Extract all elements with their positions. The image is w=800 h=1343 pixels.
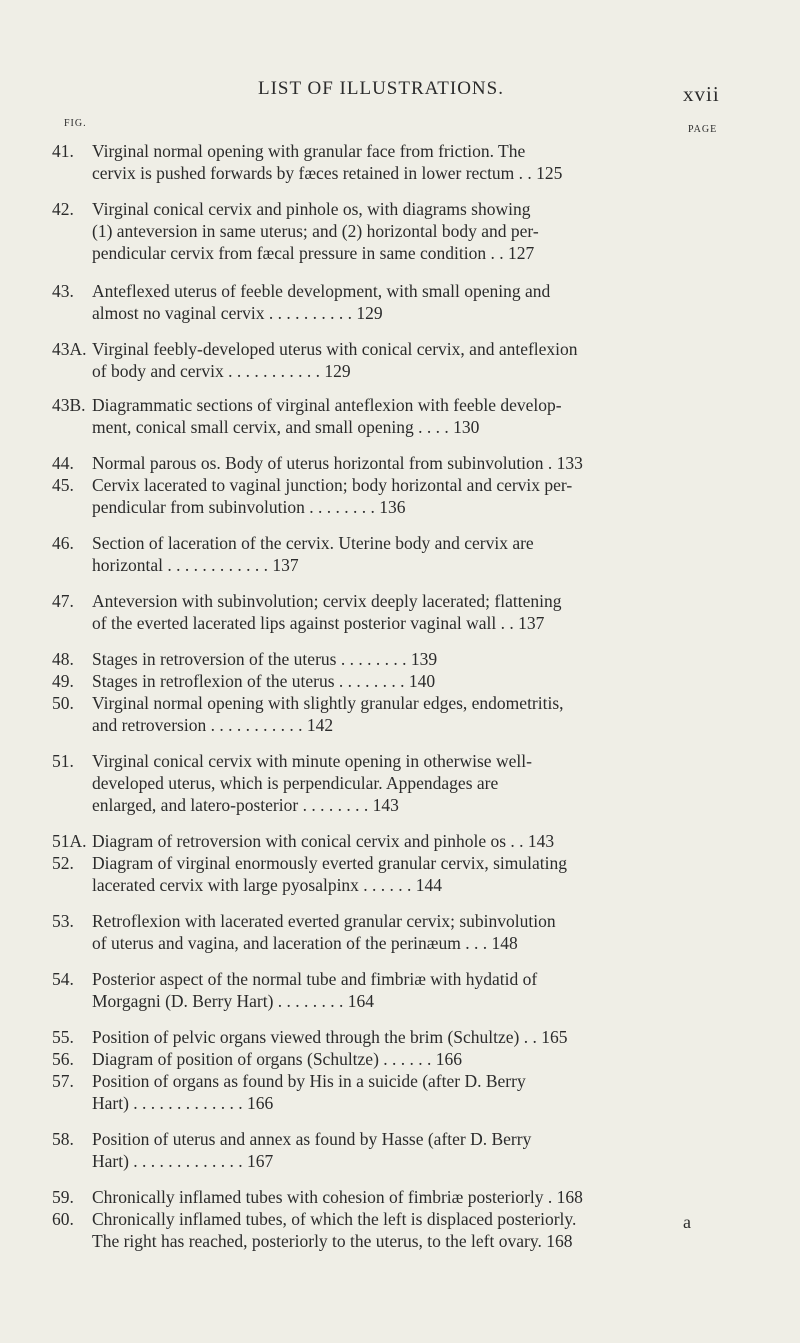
caption-line: horizontal . . . . . . . . . . . . 137	[92, 555, 299, 575]
caption-line: Position of pelvic organs viewed through the brim (Schultze) . . 165	[92, 1027, 568, 1047]
figure-caption	[92, 1186, 662, 1208]
figure-caption	[92, 394, 662, 438]
figure-number: 47.	[52, 591, 74, 611]
figure-number: 43.	[52, 281, 74, 301]
figure-caption	[92, 590, 662, 634]
figure-number: 42.	[52, 199, 74, 219]
caption-line: Chronically inflamed tubes with cohesion of fimbriæ posteriorly . 168	[92, 1187, 583, 1207]
caption-line: Position of organs as found by His in a suicide (after D. Berry	[92, 1071, 526, 1091]
figure-number: 57.	[52, 1071, 74, 1091]
figure-caption	[92, 140, 662, 184]
caption-line: Cervix lacerated to vaginal junction; body horizontal and cervix per-	[92, 475, 573, 495]
figure-caption	[92, 280, 662, 324]
figure-caption	[92, 1208, 662, 1252]
figure-caption	[92, 968, 662, 1012]
caption-line: Morgagni (D. Berry Hart) . . . . . . . . 164	[92, 991, 375, 1011]
caption-line: enlarged, and latero-posterior . . . . . . . . 143	[92, 795, 399, 815]
figure-caption	[92, 910, 662, 954]
caption-line: cervix is pushed forwards by fæces retained in lower rectum . . 125	[92, 163, 563, 183]
figure-number: 58.	[52, 1129, 74, 1149]
figure-number: 49.	[52, 671, 74, 691]
figure-number: 52.	[52, 853, 74, 873]
running-header	[0, 70, 800, 110]
caption-line: Anteflexed uterus of feeble development, with small opening and	[92, 281, 551, 301]
figure-caption	[92, 532, 662, 576]
signature-mark: a	[683, 1212, 691, 1232]
caption-line: Stages in retroversion of the uterus . . . . . . . . 139	[92, 649, 438, 669]
figure-caption	[92, 750, 662, 816]
figure-caption	[92, 1070, 662, 1114]
caption-line: of uterus and vagina, and laceration of the perinæum . . . 148	[92, 933, 518, 953]
figure-caption	[92, 452, 662, 474]
figure-caption	[92, 1026, 662, 1048]
figure-number: 43A.	[52, 339, 87, 359]
figure-number: 46.	[52, 533, 74, 553]
figure-caption	[92, 692, 662, 736]
caption-line: of the everted lacerated lips against posterior vaginal wall . . 137	[92, 613, 545, 633]
caption-line: Virginal normal opening with granular face from friction. The	[92, 141, 526, 161]
caption-line: Hart) . . . . . . . . . . . . . 166	[92, 1093, 274, 1113]
figure-number: 55.	[52, 1027, 74, 1047]
figure-caption	[92, 1048, 662, 1070]
caption-line: pendicular from subinvolution . . . . . . . . 136	[92, 497, 406, 517]
caption-line: Retroflexion with lacerated everted granular cervix; subinvolution	[92, 911, 556, 931]
figure-number: 41.	[52, 141, 74, 161]
caption-line: Position of uterus and annex as found by Hasse (after D. Berry	[92, 1129, 532, 1149]
caption-line: and retroversion . . . . . . . . . . . 142	[92, 715, 334, 735]
page-number: xvii	[683, 82, 720, 106]
figure-number: 59.	[52, 1187, 74, 1207]
figure-caption	[92, 670, 662, 692]
caption-line: ment, conical small cervix, and small opening . . . . 130	[92, 417, 480, 437]
caption-line: pendicular cervix from fæcal pressure in same condition . . 127	[92, 243, 535, 263]
caption-line: Posterior aspect of the normal tube and fimbriæ with hydatid of	[92, 969, 538, 989]
figure-number: 50.	[52, 693, 74, 713]
caption-line: Hart) . . . . . . . . . . . . . 167	[92, 1151, 274, 1171]
figure-caption	[92, 830, 662, 852]
figure-caption	[92, 1128, 662, 1172]
figure-caption	[92, 852, 662, 896]
caption-line: lacerated cervix with large pyosalpinx . . . . . . 144	[92, 875, 443, 895]
page-column-label: PAGE	[688, 124, 718, 135]
figure-number: 45.	[52, 475, 74, 495]
caption-line: Anteversion with subinvolution; cervix deeply lacerated; flattening	[92, 591, 562, 611]
caption-line: Normal parous os. Body of uterus horizontal from subinvolution . 133	[92, 453, 583, 473]
figure-number: 43B.	[52, 395, 86, 415]
caption-line: almost no vaginal cervix . . . . . . . . . . 129	[92, 303, 383, 323]
figure-number: 56.	[52, 1049, 74, 1069]
caption-line: Diagram of retroversion with conical cervix and pinhole os . . 143	[92, 831, 555, 851]
figure-caption	[92, 474, 662, 518]
figure-number: 54.	[52, 969, 74, 989]
caption-line: of body and cervix . . . . . . . . . . . 129	[92, 361, 351, 381]
caption-line: Virginal conical cervix and pinhole os, with diagrams showing	[92, 199, 531, 219]
figure-number: 53.	[52, 911, 74, 931]
page-title: LIST OF ILLUSTRATIONS.	[258, 78, 504, 99]
caption-line: Virginal conical cervix with minute opening in otherwise well-	[92, 751, 532, 771]
figure-number: 60.	[52, 1209, 74, 1229]
figure-number: 51.	[52, 751, 74, 771]
fig-column-label: FIG.	[64, 118, 87, 129]
figure-number: 51A.	[52, 831, 87, 851]
caption-line: developed uterus, which is perpendicular. Appendages are	[92, 773, 499, 793]
figure-number: 44.	[52, 453, 74, 473]
caption-line: Virginal feebly-developed uterus with conical cervix, and anteflexion	[92, 339, 578, 359]
figure-caption	[92, 198, 662, 264]
caption-line: Diagram of position of organs (Schultze) . . . . . . 166	[92, 1049, 463, 1069]
caption-line: Diagram of virginal enormously everted granular cervix, simulating	[92, 853, 567, 873]
figure-number: 48.	[52, 649, 74, 669]
caption-line: Section of laceration of the cervix. Uterine body and cervix are	[92, 533, 534, 553]
figure-caption	[92, 648, 662, 670]
caption-line: Chronically inflamed tubes, of which the left is displaced posteriorly.	[92, 1209, 577, 1229]
caption-line: (1) anteversion in same uterus; and (2) horizontal body and per-	[92, 221, 539, 241]
caption-line: The right has reached, posteriorly to the uterus, to the left ovary. 168	[92, 1231, 573, 1251]
caption-line: Virginal normal opening with slightly granular edges, endometritis,	[92, 693, 564, 713]
figure-caption	[92, 338, 662, 382]
caption-line: Stages in retroflexion of the uterus . . . . . . . . 140	[92, 671, 436, 691]
caption-line: Diagrammatic sections of virginal anteflexion with feeble develop-	[92, 395, 562, 415]
